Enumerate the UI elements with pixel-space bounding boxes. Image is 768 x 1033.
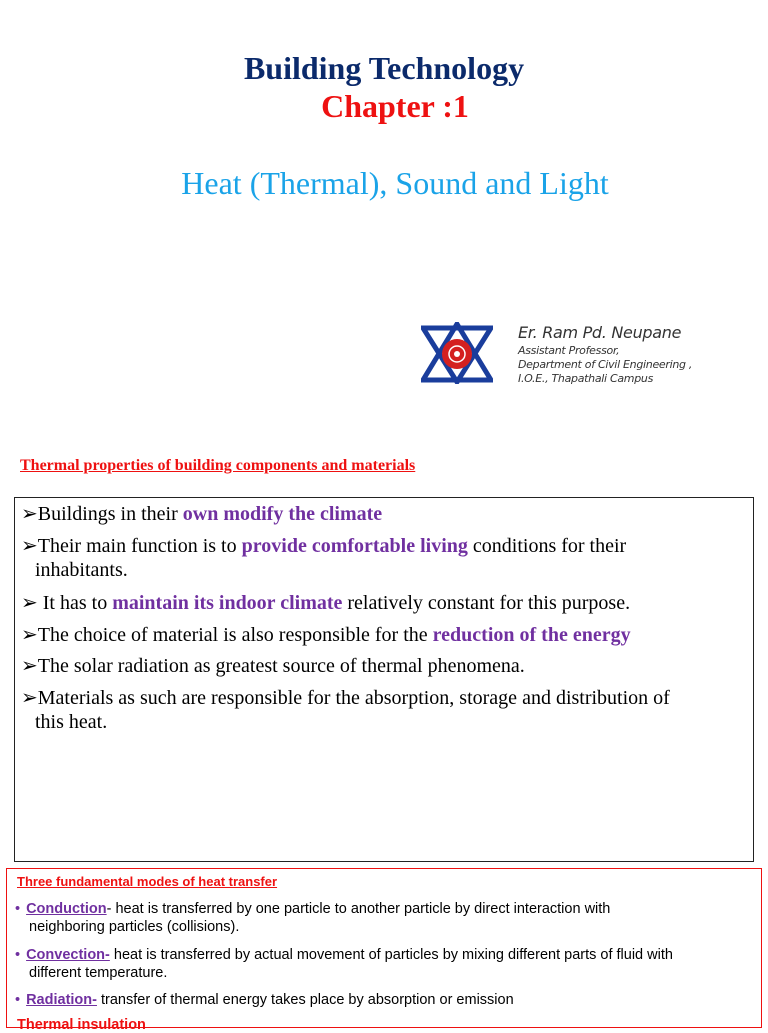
bullet-item: ➢The choice of material is also responsible for the reduction of the energy [21, 624, 631, 646]
bullet-item: ➢Buildings in their own modify the climate [21, 503, 383, 525]
author-name: Er. Ram Pd. Neupane [518, 323, 682, 342]
bullet-item: ➢The solar radiation as greatest source of thermal phenomena. [21, 655, 525, 677]
bullet-item: ➢ It has to maintain its indoor climate relatively constant for this purpose. [21, 592, 631, 614]
heat-transfer-box [6, 868, 762, 1033]
author-block [518, 322, 692, 386]
author-department: Department of Civil Engineering , [518, 358, 693, 371]
bullet-item: ➢Their main function is to provide comfortable living conditions for their inhabitants. [21, 535, 627, 581]
bullet-item: ➢Materials as such are responsible for the absorption, storage and distribution of this heat. [21, 687, 670, 733]
section-heading-heat-transfer: Three fundamental modes of heat transfer [17, 874, 278, 889]
page-title: Building Technology [243, 50, 525, 86]
section-heading-thermal-properties: Thermal properties of building components and materials [20, 457, 416, 474]
thermal-properties-box [14, 497, 754, 862]
list-item-conduction: • Conduction- heat is transferred by one particle to another particle by direct interaction with neighboring particles (collisions). [15, 901, 611, 935]
section-heading-thermal-insulation: Thermal insulation [17, 1017, 146, 1033]
chapter-subtitle: Heat (Thermal), Sound and Light [181, 165, 609, 201]
author-title: Assistant Professor, [518, 344, 620, 357]
list-item-radiation: • Radiation- transfer of thermal energy takes place by absorption or emission [15, 992, 514, 1008]
institution-logo-icon [421, 322, 493, 384]
chapter-label: Chapter :1 [321, 88, 469, 124]
list-item-convection: • Convection- heat is transferred by actual movement of particles by mixing different parts of fluid with different temperature. [15, 947, 673, 981]
author-campus: I.O.E., Thapathali Campus [518, 372, 654, 385]
